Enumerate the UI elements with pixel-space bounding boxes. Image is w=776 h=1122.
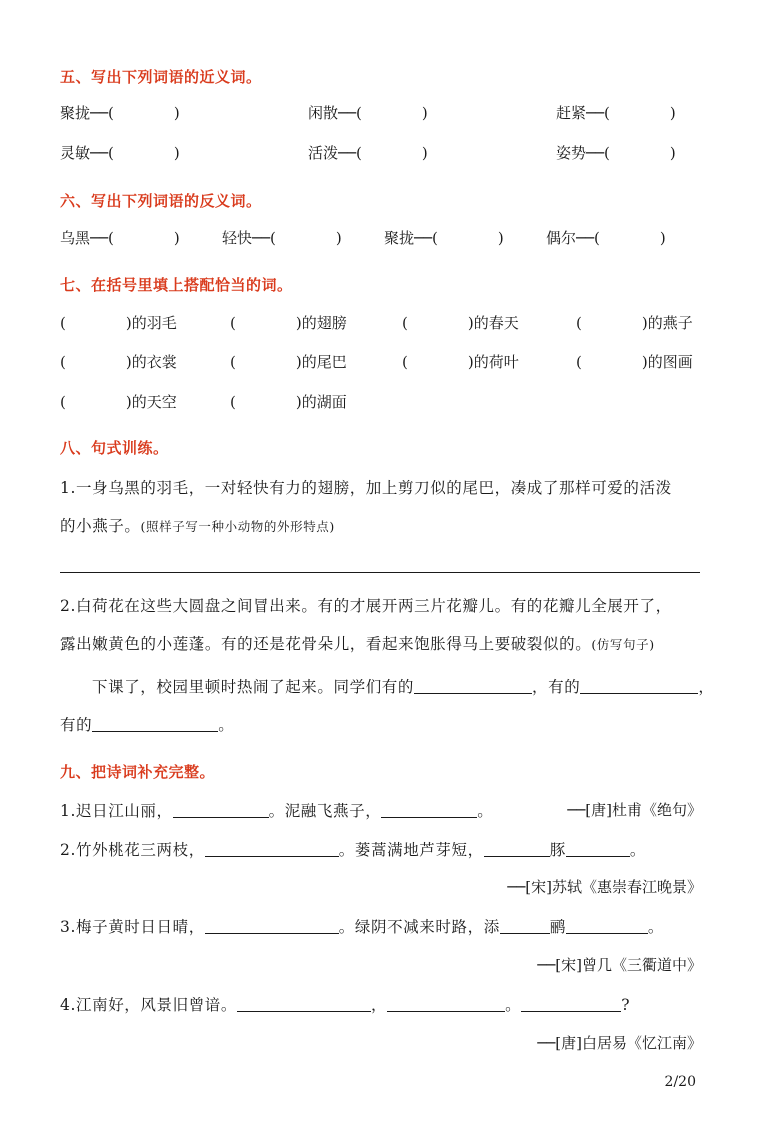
- poem-text: 。绿阴不减来时路，添: [338, 918, 500, 936]
- antonym-item: 轻快──( ): [222, 229, 342, 247]
- section-8-title: 八、句式训练。: [60, 439, 169, 457]
- answer-line[interactable]: [60, 572, 700, 573]
- question-1-text-cont: [60, 514, 335, 536]
- poem-text: 2.竹外桃花三两枝，: [60, 841, 205, 859]
- prompt-text: 。: [218, 716, 235, 734]
- poem-text: 。: [629, 841, 646, 859]
- poem-3-source: ──[宋]曾几《三衢道中》: [537, 956, 702, 974]
- fill-blank[interactable]: [387, 997, 505, 1012]
- antonym-item: 聚拢──( ): [384, 229, 504, 247]
- fill-blank[interactable]: [566, 919, 648, 934]
- fill-blank[interactable]: [521, 997, 621, 1012]
- antonym-item: 偶尔──( ): [546, 229, 666, 247]
- poem-4: [60, 993, 630, 1015]
- poem-2-source: ──[宋]苏轼《惠崇春江晚景》: [507, 878, 702, 896]
- fill-blank[interactable]: [566, 842, 630, 857]
- collocation-item: ( )的翅膀: [230, 314, 347, 332]
- fill-blank[interactable]: [500, 919, 550, 934]
- poem-text: 。泥融飞燕子，: [268, 802, 382, 820]
- poem-3: [60, 915, 664, 937]
- synonym-item: 活泼──( ): [308, 144, 428, 162]
- collocation-item: ( )的衣裳: [60, 353, 177, 371]
- fill-blank[interactable]: [580, 679, 698, 694]
- section-9-title: 九、把诗词补充完整。: [60, 763, 216, 781]
- question-2-text: 2.白荷花在这些大圆盘之间冒出来。有的才展开两三片花瓣儿。有的花瓣儿全展开了，: [60, 597, 672, 615]
- fill-blank[interactable]: [205, 919, 339, 934]
- poem-text: 。: [477, 802, 494, 820]
- poem-text: 鹂: [549, 918, 566, 936]
- prompt-text: 下课了，校园里顿时热闹了起来。同学们有的: [92, 678, 415, 696]
- poem-text: 4.江南好，风景旧曾谙。: [60, 996, 237, 1014]
- poem-4-source: ──[唐]白居易《忆江南》: [537, 1034, 702, 1052]
- synonym-item: 灵敏──( ): [60, 144, 180, 162]
- section-6-title: 六、写出下列词语的反义词。: [60, 192, 262, 210]
- prompt-text: 有的: [60, 716, 93, 734]
- question-1-tail: 的小燕子。: [60, 517, 141, 535]
- poem-text: ?: [621, 996, 631, 1014]
- collocation-item: ( )的天空: [60, 393, 177, 411]
- section-7-title: 七、在括号里填上搭配恰当的词。: [60, 276, 293, 294]
- poem-2: [60, 838, 646, 860]
- poem-1: [60, 799, 493, 821]
- poem-text: ，: [371, 996, 388, 1014]
- poem-1-source: ──[唐]杜甫《绝句》: [567, 801, 702, 819]
- antonym-item: 乌黑──( ): [60, 229, 180, 247]
- synonym-item: 赶紧──( ): [556, 104, 676, 122]
- fill-blank[interactable]: [92, 717, 218, 732]
- poem-text: 。: [647, 918, 665, 936]
- fill-blank[interactable]: [237, 997, 371, 1012]
- collocation-item: ( )的湖面: [230, 393, 347, 411]
- collocation-item: ( )的燕子: [576, 314, 693, 332]
- fill-blank[interactable]: [381, 803, 477, 818]
- prompt-text: ，: [698, 678, 715, 696]
- fill-blank[interactable]: [484, 842, 550, 857]
- question-2-text-cont: [60, 632, 655, 654]
- fill-blank[interactable]: [414, 679, 532, 694]
- page-number: 2/20: [664, 1074, 696, 1090]
- poem-text: 。蒌蒿满地芦芽短，: [338, 841, 484, 859]
- synonym-item: 闲散──( ): [308, 104, 428, 122]
- question-2-prompt: [92, 675, 714, 697]
- poem-text: 3.梅子黄时日日晴，: [60, 918, 205, 936]
- collocation-item: ( )的图画: [576, 353, 693, 371]
- fill-blank[interactable]: [173, 803, 269, 818]
- prompt-text: ，有的: [532, 678, 581, 696]
- question-1-text: 1.一身乌黑的羽毛，一对轻快有力的翅膀，加上剪刀似的尾巴，凑成了那样可爱的活泼: [60, 479, 672, 497]
- fill-blank[interactable]: [205, 842, 339, 857]
- synonym-item: 聚拢──( ): [60, 104, 180, 122]
- synonym-item: 姿势──( ): [556, 144, 676, 162]
- collocation-item: ( )的春天: [402, 314, 519, 332]
- collocation-item: ( )的羽毛: [60, 314, 177, 332]
- collocation-item: ( )的荷叶: [402, 353, 519, 371]
- collocation-item: ( )的尾巴: [230, 353, 347, 371]
- poem-text: 豚: [549, 841, 566, 859]
- question-2-note: (仿写句子): [591, 637, 655, 652]
- poem-text: 1.迟日江山丽，: [60, 802, 173, 820]
- poem-text: 。: [505, 996, 522, 1014]
- question-2-prompt-cont: [60, 713, 234, 735]
- section-5-title: 五、写出下列词语的近义词。: [60, 68, 262, 86]
- question-1-note: (照样子写一种小动物的外形特点): [140, 519, 335, 534]
- question-2-tail: 露出嫩黄色的小莲蓬。有的还是花骨朵儿，看起来饱胀得马上要破裂似的。: [60, 635, 592, 653]
